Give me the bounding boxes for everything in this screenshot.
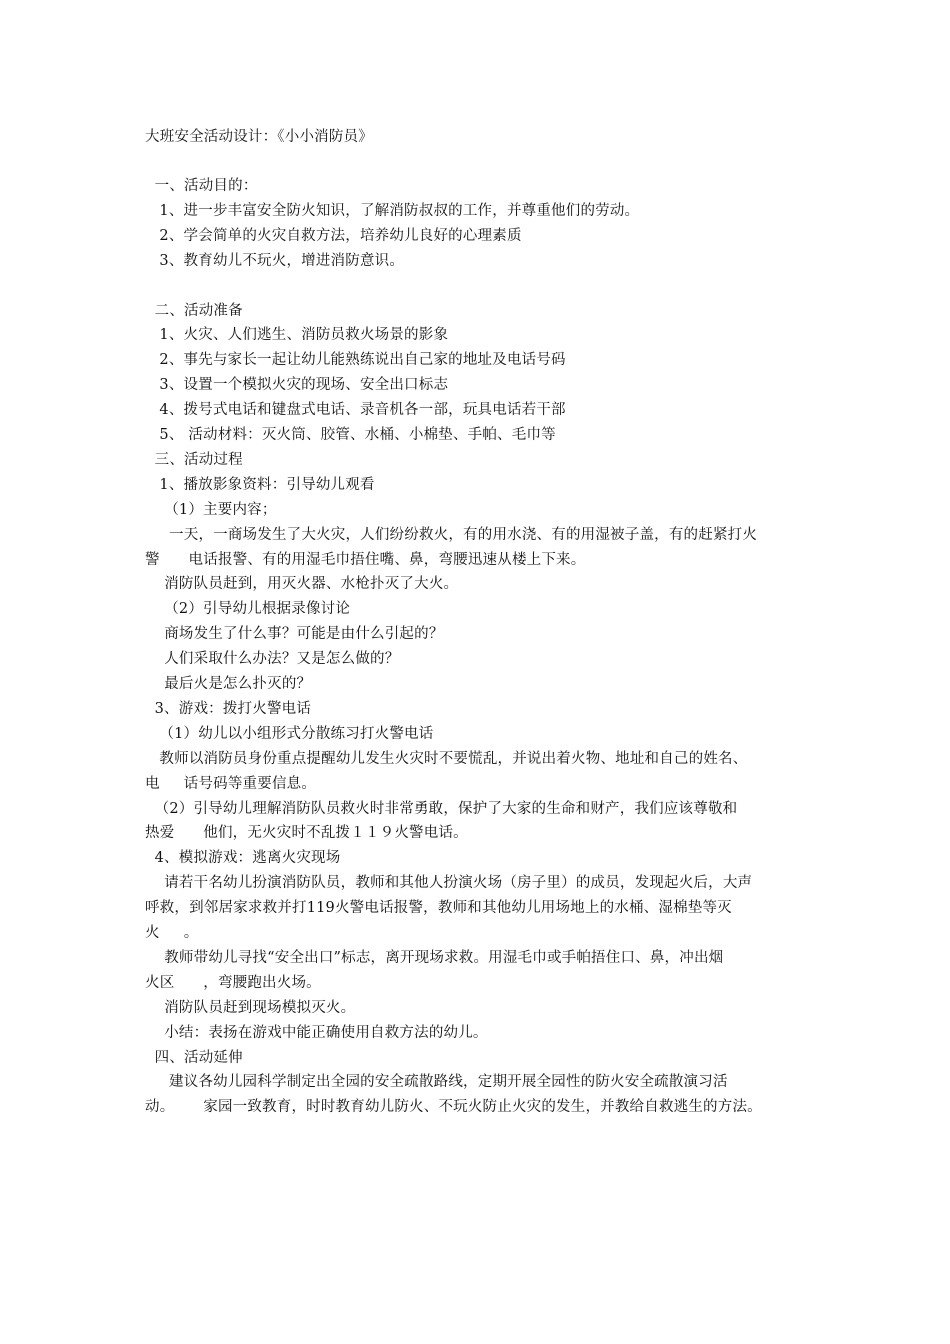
document-line: 二、活动准备 <box>145 302 243 319</box>
document-line: 三、活动过程 <box>145 451 243 468</box>
document-line: 1、播放影象资料：引导幼儿观看 <box>145 476 375 493</box>
document-line: 2、学会简单的火灾自救方法，培养幼儿良好的心理素质 <box>145 227 522 244</box>
document-line: 2、事先与家长一起让幼儿能熟练说出自己家的地址及电话号码 <box>145 352 566 369</box>
document-line: 5、 活动材料：灭火筒、胶管、水桶、小棉垫、手帕、毛巾等 <box>145 427 556 443</box>
document-line: 教师带幼儿寻找“安全出口”标志，离开现场求救。用湿毛巾或手帕捂住口、鼻，冲出烟 <box>145 949 724 966</box>
document-line: （2）引导幼儿根据录像讨论 <box>145 601 351 618</box>
document-line: 4、模拟游戏：逃离火灾现场 <box>145 850 341 867</box>
document-line: 一天，一商场发生了大火灾，人们纷纷救火，有的用水浇、有的用湿被子盖，有的赶紧打火 <box>145 526 758 543</box>
document-line: （2）引导幼儿理解消防队员救火时非常勇敢，保护了大家的生命和财产，我们应该尊敬和 <box>145 800 738 817</box>
document-line: 火区 ，弯腰跑出火场。 <box>145 974 321 991</box>
document-line: 建议各幼儿园科学制定出全园的安全疏散路线，定期开展全园性的防火安全疏散演习活 <box>145 1074 728 1091</box>
document-line: 警 电话报警、有的用湿毛巾捂住嘴、鼻，弯腰迅速从楼上下来。 <box>145 551 586 568</box>
document-line: 动。 家园一致教育，时时教育幼儿防火、不玩火防止火灾的发生，并教给自救逃生的方法。 <box>145 1099 762 1116</box>
document-line: 最后火是怎么扑灭的？ <box>145 676 312 692</box>
document-line: 教师以消防员身份重点提醒幼儿发生火灾时不要慌乱，并说出着火物、地址和自己的姓名、 <box>145 750 748 767</box>
document-line: 请若干名幼儿扮演消防队员，教师和其他人扮演火场（房子里）的成员，发现起火后，大声 <box>145 875 753 892</box>
document-line: 消防队员赶到现场模拟灭火。 <box>145 999 356 1016</box>
document-line: 呼救，到邻居家求救并打119火警电话报警，教师和其他幼儿用场地上的水桶、湿棉垫等灭 <box>145 900 732 917</box>
document-line: 3、教育幼儿不玩火，增进消防意识。 <box>145 252 405 269</box>
document-line: 四、活动延伸 <box>145 1049 243 1066</box>
document-line: 3、游戏：拨打火警电话 <box>145 700 312 717</box>
document-line: （1）幼儿以小组形式分散练习打火警电话 <box>145 725 434 742</box>
document-line: 小结：表扬在游戏中能正确使用自救方法的幼儿。 <box>145 1024 488 1041</box>
document-line: 4、拨号式电话和键盘式电话、录音机各一部，玩具电话若干部 <box>145 402 566 419</box>
document-line: 3、设置一个模拟火灾的现场、安全出口标志 <box>145 377 449 394</box>
document-line: 1、进一步丰富安全防火知识，了解消防叔叔的工作，并尊重他们的劳动。 <box>145 202 640 219</box>
document-line: 热爱 他们，无火灾时不乱拨１１９火警电话。 <box>145 825 468 842</box>
document-line: 人们采取什么办法？又是怎么做的？ <box>145 651 400 668</box>
document-line: 1、火灾、人们逃生、消防员救火场景的影象 <box>145 327 449 344</box>
document-line: 电 话号码等重要信息。 <box>145 775 317 792</box>
document-title: 大班安全活动设计：《小小消防员》 <box>145 129 373 145</box>
document-line: 消防队员赶到，用灭火器、水枪扑灭了大火。 <box>145 576 459 593</box>
document-line: （1）主要内容； <box>145 501 277 518</box>
document-line: 商场发生了什么事？可能是由什么引起的？ <box>145 626 444 643</box>
document-line: 一、活动目的： <box>145 178 258 194</box>
document-line: 火 。 <box>145 925 199 941</box>
